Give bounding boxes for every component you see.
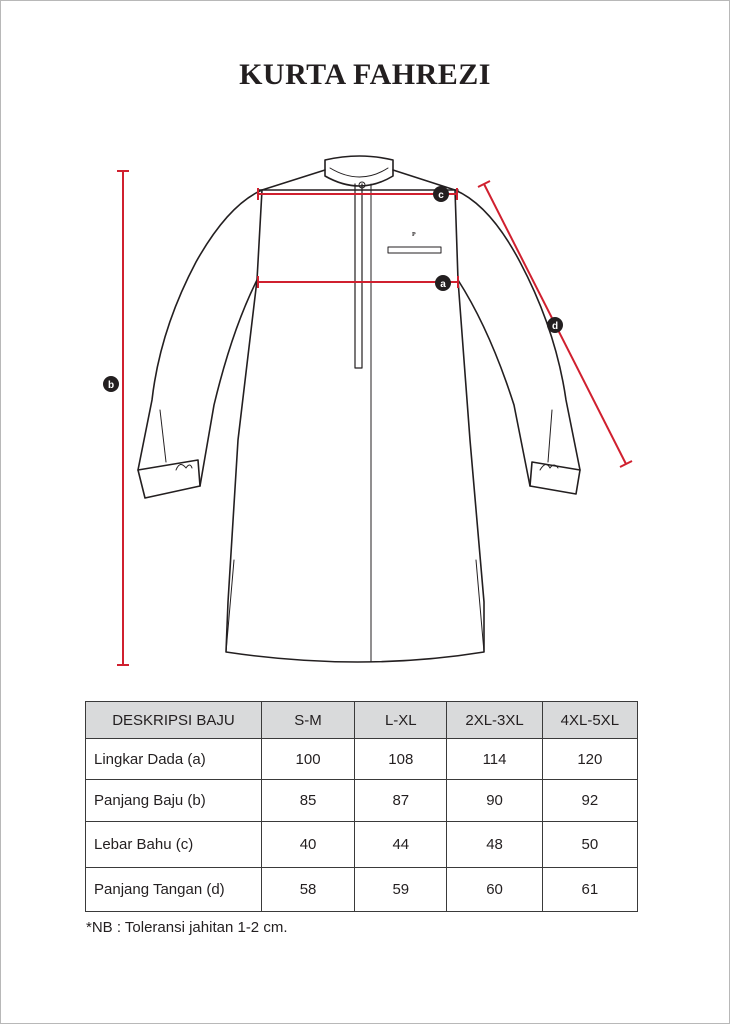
table-header-row bbox=[86, 702, 638, 739]
svg-text:a: a bbox=[440, 279, 446, 290]
marker-a bbox=[435, 275, 451, 291]
marker-c bbox=[433, 186, 449, 202]
right-sleeve bbox=[455, 190, 580, 494]
table-cell-desc: Panjang Tangan (d) bbox=[86, 868, 262, 912]
table-cell: 100 bbox=[261, 739, 354, 780]
svg-text:d: d bbox=[551, 321, 559, 332]
svg-text:P: P bbox=[412, 232, 416, 238]
left-sleeve bbox=[138, 190, 262, 498]
table-cell: 59 bbox=[355, 868, 447, 912]
table-row bbox=[86, 780, 638, 822]
table-cell: 92 bbox=[542, 780, 637, 822]
tolerance-note: *NB : Toleransi jahitan 1-2 cm. bbox=[86, 919, 288, 936]
table-cell: 108 bbox=[355, 739, 447, 780]
table-cell: 61 bbox=[542, 868, 637, 912]
column-header: 4XL-5XL bbox=[542, 702, 637, 739]
table-cell-desc: Panjang Baju (b) bbox=[86, 780, 262, 822]
left-cuff bbox=[138, 460, 200, 486]
table-cell: 50 bbox=[542, 822, 637, 868]
table-cell: 120 bbox=[542, 739, 637, 780]
chest-pocket bbox=[388, 247, 441, 253]
table-cell: 114 bbox=[447, 739, 542, 780]
column-header: L-XL bbox=[355, 702, 447, 739]
table-cell: 90 bbox=[447, 780, 542, 822]
table-cell: 40 bbox=[261, 822, 354, 868]
svg-text:b: b bbox=[107, 380, 115, 391]
size-chart-table bbox=[85, 701, 638, 912]
table-cell-desc: Lebar Bahu (c) bbox=[86, 822, 262, 868]
marker-d bbox=[547, 317, 563, 333]
table-cell: 44 bbox=[355, 822, 447, 868]
table-cell: 58 bbox=[261, 868, 354, 912]
placket bbox=[355, 184, 362, 368]
column-header: DESKRIPSI BAJU bbox=[86, 702, 262, 739]
table-row bbox=[86, 822, 638, 868]
table-row bbox=[86, 868, 638, 912]
marker-b bbox=[103, 376, 119, 392]
table-row bbox=[86, 739, 638, 780]
page-title: KURTA FAHREZI bbox=[239, 58, 491, 91]
table-cell: 48 bbox=[447, 822, 542, 868]
svg-text:c: c bbox=[438, 190, 444, 201]
column-header: 2XL-3XL bbox=[447, 702, 542, 739]
table-cell: 87 bbox=[355, 780, 447, 822]
table-cell: 60 bbox=[447, 868, 542, 912]
table-cell-desc: Lingkar Dada (a) bbox=[86, 739, 262, 780]
column-header: S-M bbox=[261, 702, 354, 739]
table-cell: 85 bbox=[261, 780, 354, 822]
